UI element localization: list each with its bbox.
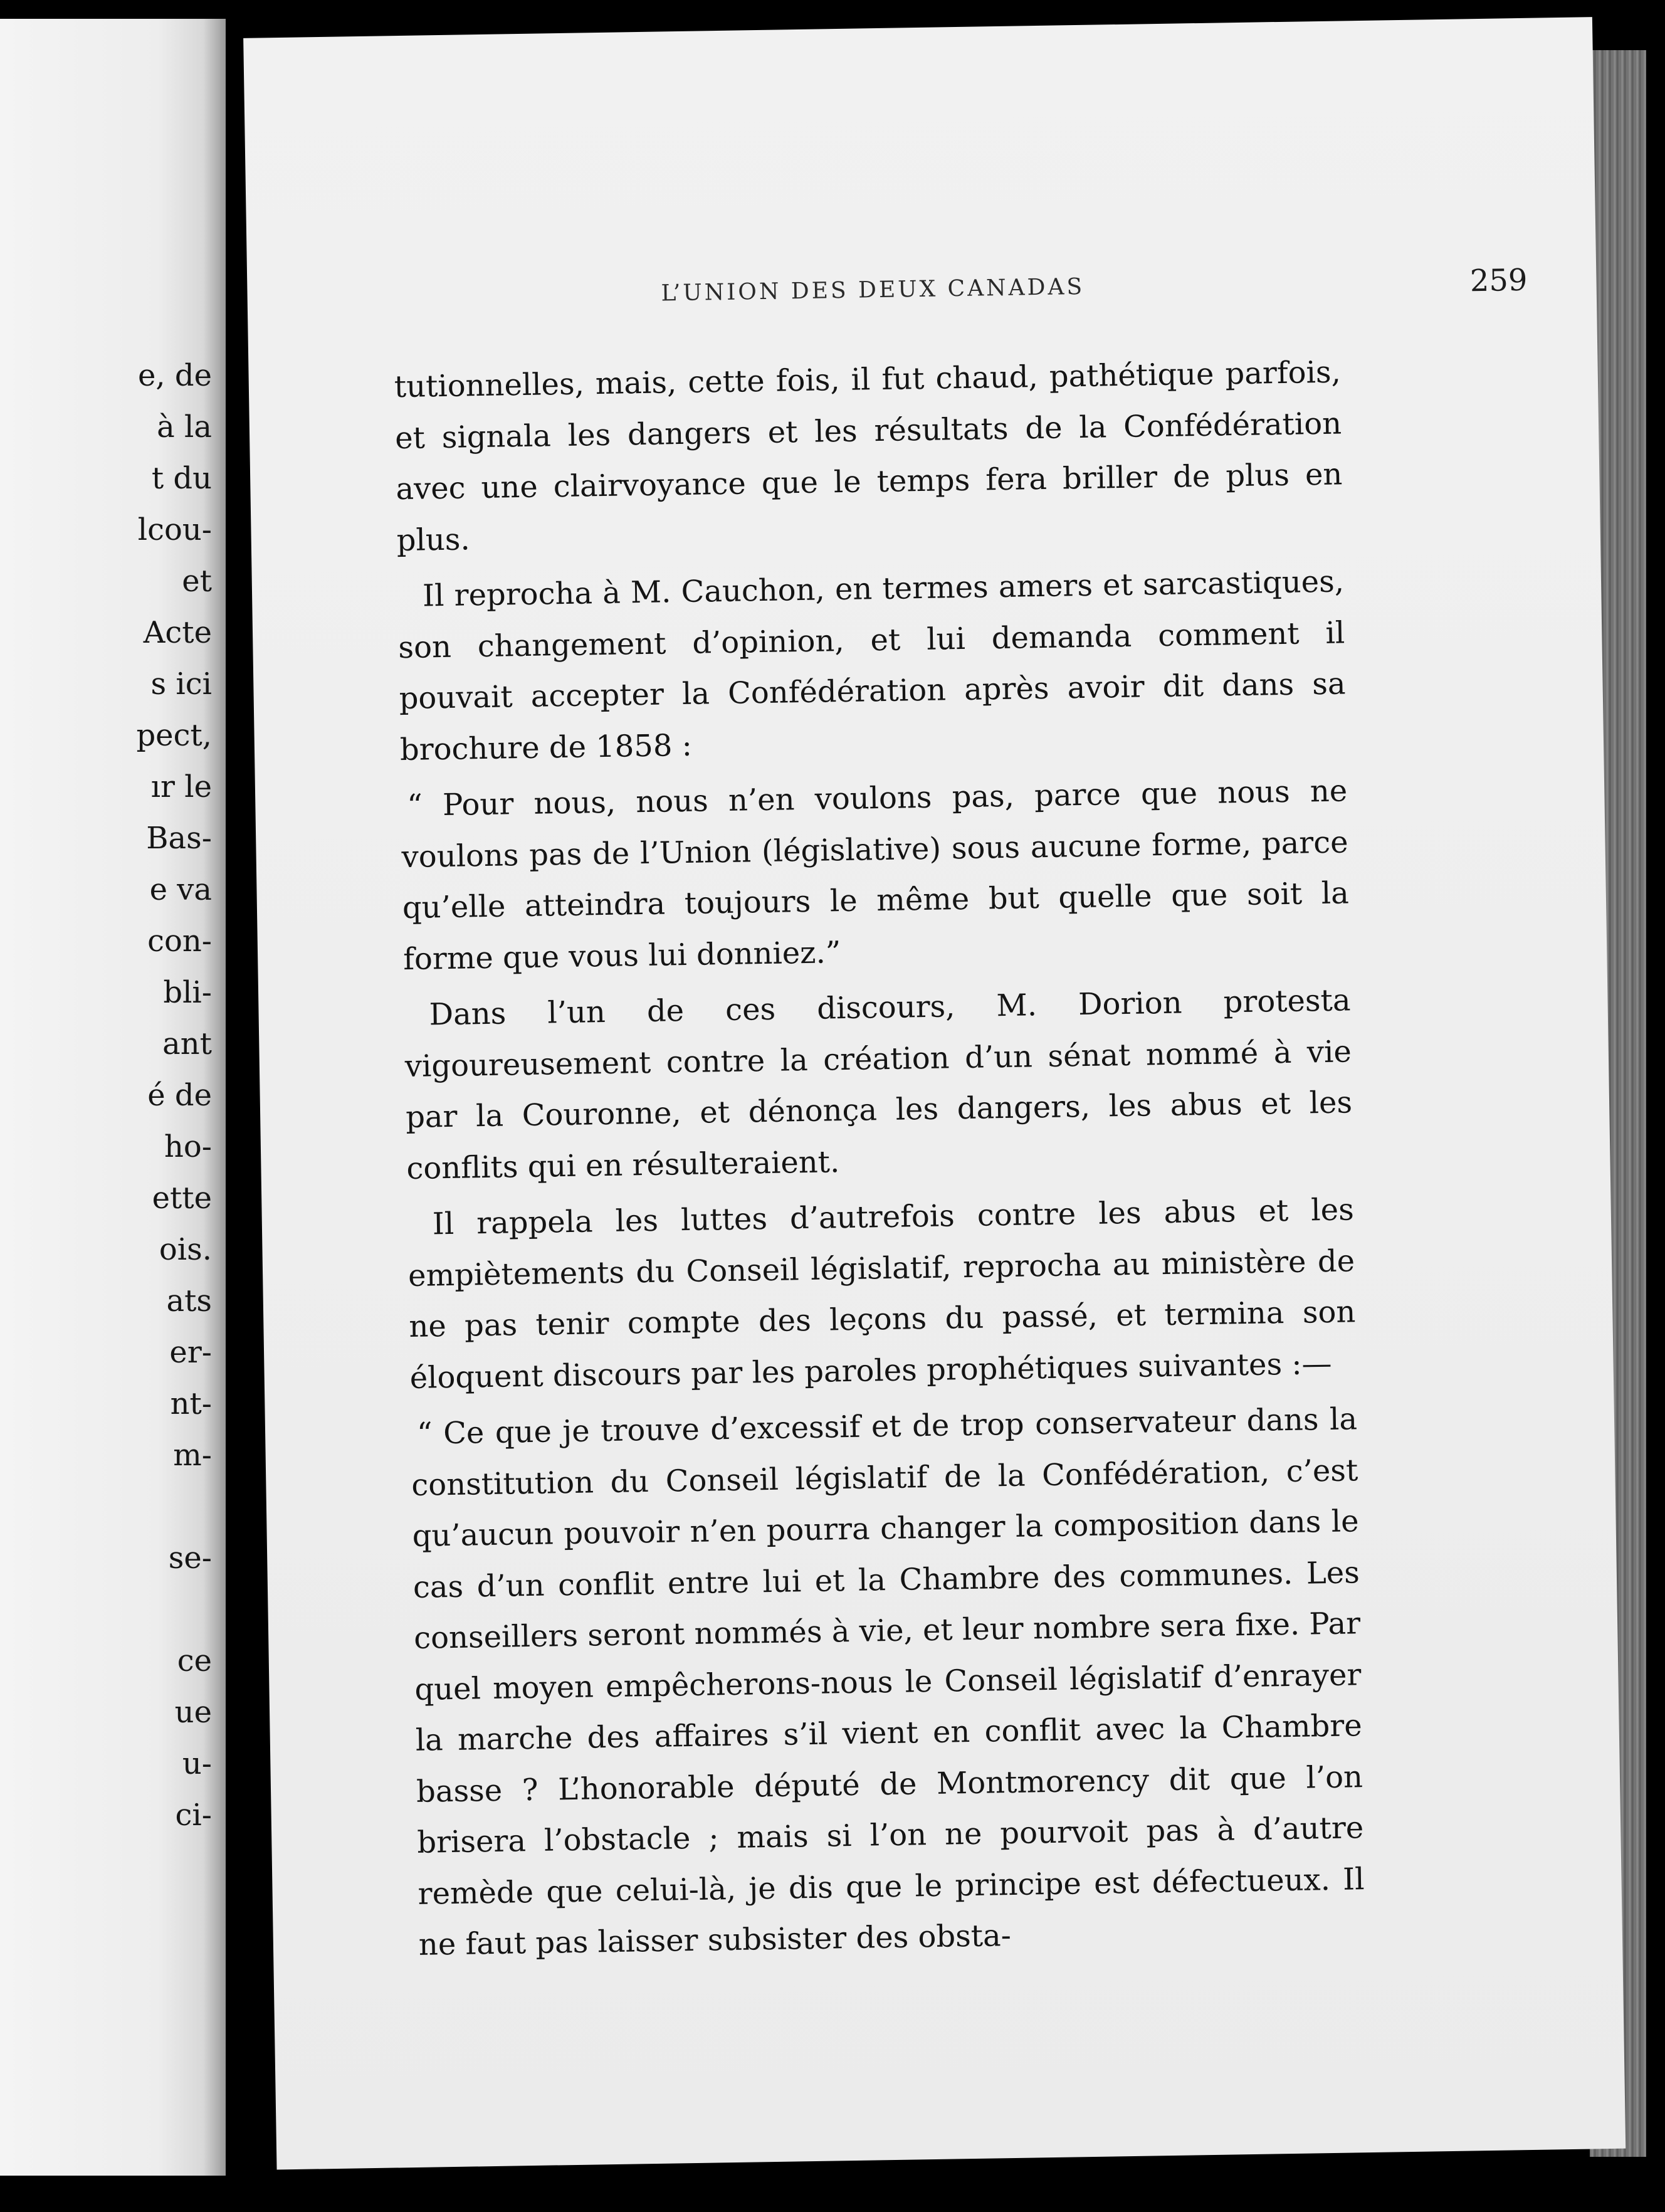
left-line: e va bbox=[149, 872, 212, 907]
left-line: ci- bbox=[175, 1798, 212, 1833]
quotation: “ Ce que je trouve d’excessif et de trop conservateur dans la constitution du Conseil législatif de la Confédération, c’est qu’aucun pouvoir n’en pourra changer la composition dans le cas d’un conflit entre lui et la Chambre des communes. Les conseillers seront nommés à vie, et leur nombre sera fixe. Par quel moyen empêcherons-nous le Conseil législatif d’enrayer la marche des affaires s’il vient en conflit avec la Chambre basse ? L’honorable député de Montmorency dit que l’on brisera l’obstacle ; mais si l’on ne pourvoit pas à d’autre remède que celui-là, je dis que le principe est défectueux. Il ne faut pas laisser subsister des obsta- bbox=[411, 1401, 1365, 1962]
page-number: 259 bbox=[1469, 262, 1528, 299]
left-line: s ici bbox=[150, 666, 212, 702]
book-gutter bbox=[226, 0, 244, 2212]
left-line: et bbox=[182, 564, 212, 599]
left-line: e, de bbox=[137, 358, 212, 393]
left-line: à la bbox=[157, 409, 212, 445]
running-head: L’UNION DES DEUX CANADAS bbox=[661, 273, 1085, 307]
left-line: bli- bbox=[163, 975, 212, 1010]
quotation: “ Pour nous, nous n’en voulons pas, parce que nous ne voulons pas de l’Union (législative) sous aucune forme, parce qu’elle atteindra toujours le même but quelle que soit la forme que vous lui donniez.” bbox=[401, 773, 1350, 977]
left-line: Acte bbox=[143, 615, 212, 650]
left-line: u- bbox=[182, 1746, 212, 1781]
left-line: se- bbox=[168, 1540, 212, 1576]
left-line: nt- bbox=[170, 1386, 212, 1421]
left-line: con- bbox=[147, 924, 212, 959]
left-page-text-fragments bbox=[136, 350, 212, 1841]
left-line: pect, bbox=[136, 718, 212, 753]
paragraph: tutionnelles, mais, cette fois, il fut chaud, pathétique parfois, et signala les dangers et les résultats de la Confédération avec une clairvoyance que le temps fera briller de plus en plus. bbox=[394, 354, 1343, 558]
paragraph: Il reprocha à M. Cauchon, en termes amers et sarcastiques, son changement d’opinion, et lui demanda comment il pouvait accepter la Confédération après avoir dit dans sa brochure de 1858 : bbox=[397, 564, 1346, 767]
left-line: t du bbox=[151, 461, 212, 496]
page-header bbox=[661, 255, 1559, 319]
left-line: lcou- bbox=[137, 512, 212, 547]
left-line: ette bbox=[152, 1181, 212, 1216]
left-line: m- bbox=[173, 1438, 212, 1473]
left-line: ue bbox=[174, 1695, 212, 1730]
left-line: ois. bbox=[159, 1232, 212, 1267]
left-line bbox=[136, 1481, 212, 1532]
paragraph: Il rappela les luttes d’autrefois contre les abus et les empiètements du Conseil législatif, reprocha au ministère de ne pas tenir compte des leçons du passé, et termina son éloquent discours par les paroles prophétiques suivantes :— bbox=[407, 1192, 1356, 1396]
left-line bbox=[136, 1584, 212, 1635]
left-line: é de bbox=[147, 1078, 212, 1113]
left-line: Bas- bbox=[146, 821, 212, 856]
left-line: ır le bbox=[150, 769, 212, 804]
left-facing-page bbox=[0, 19, 226, 2176]
left-line: ce bbox=[177, 1643, 212, 1678]
left-line: ho- bbox=[164, 1129, 212, 1164]
body-text bbox=[394, 347, 1365, 1976]
left-line: ant bbox=[162, 1026, 212, 1061]
right-page bbox=[243, 17, 1626, 2169]
left-line: ats bbox=[166, 1283, 212, 1319]
left-line: er- bbox=[169, 1335, 212, 1370]
paragraph: Dans l’un de ces discours, M. Dorion protesta vigoureusement contre la création d’un sénat nommé à vie par la Couronne, et dénonça les dangers, les abus et les conflits qui en résulteraient. bbox=[404, 982, 1353, 1186]
